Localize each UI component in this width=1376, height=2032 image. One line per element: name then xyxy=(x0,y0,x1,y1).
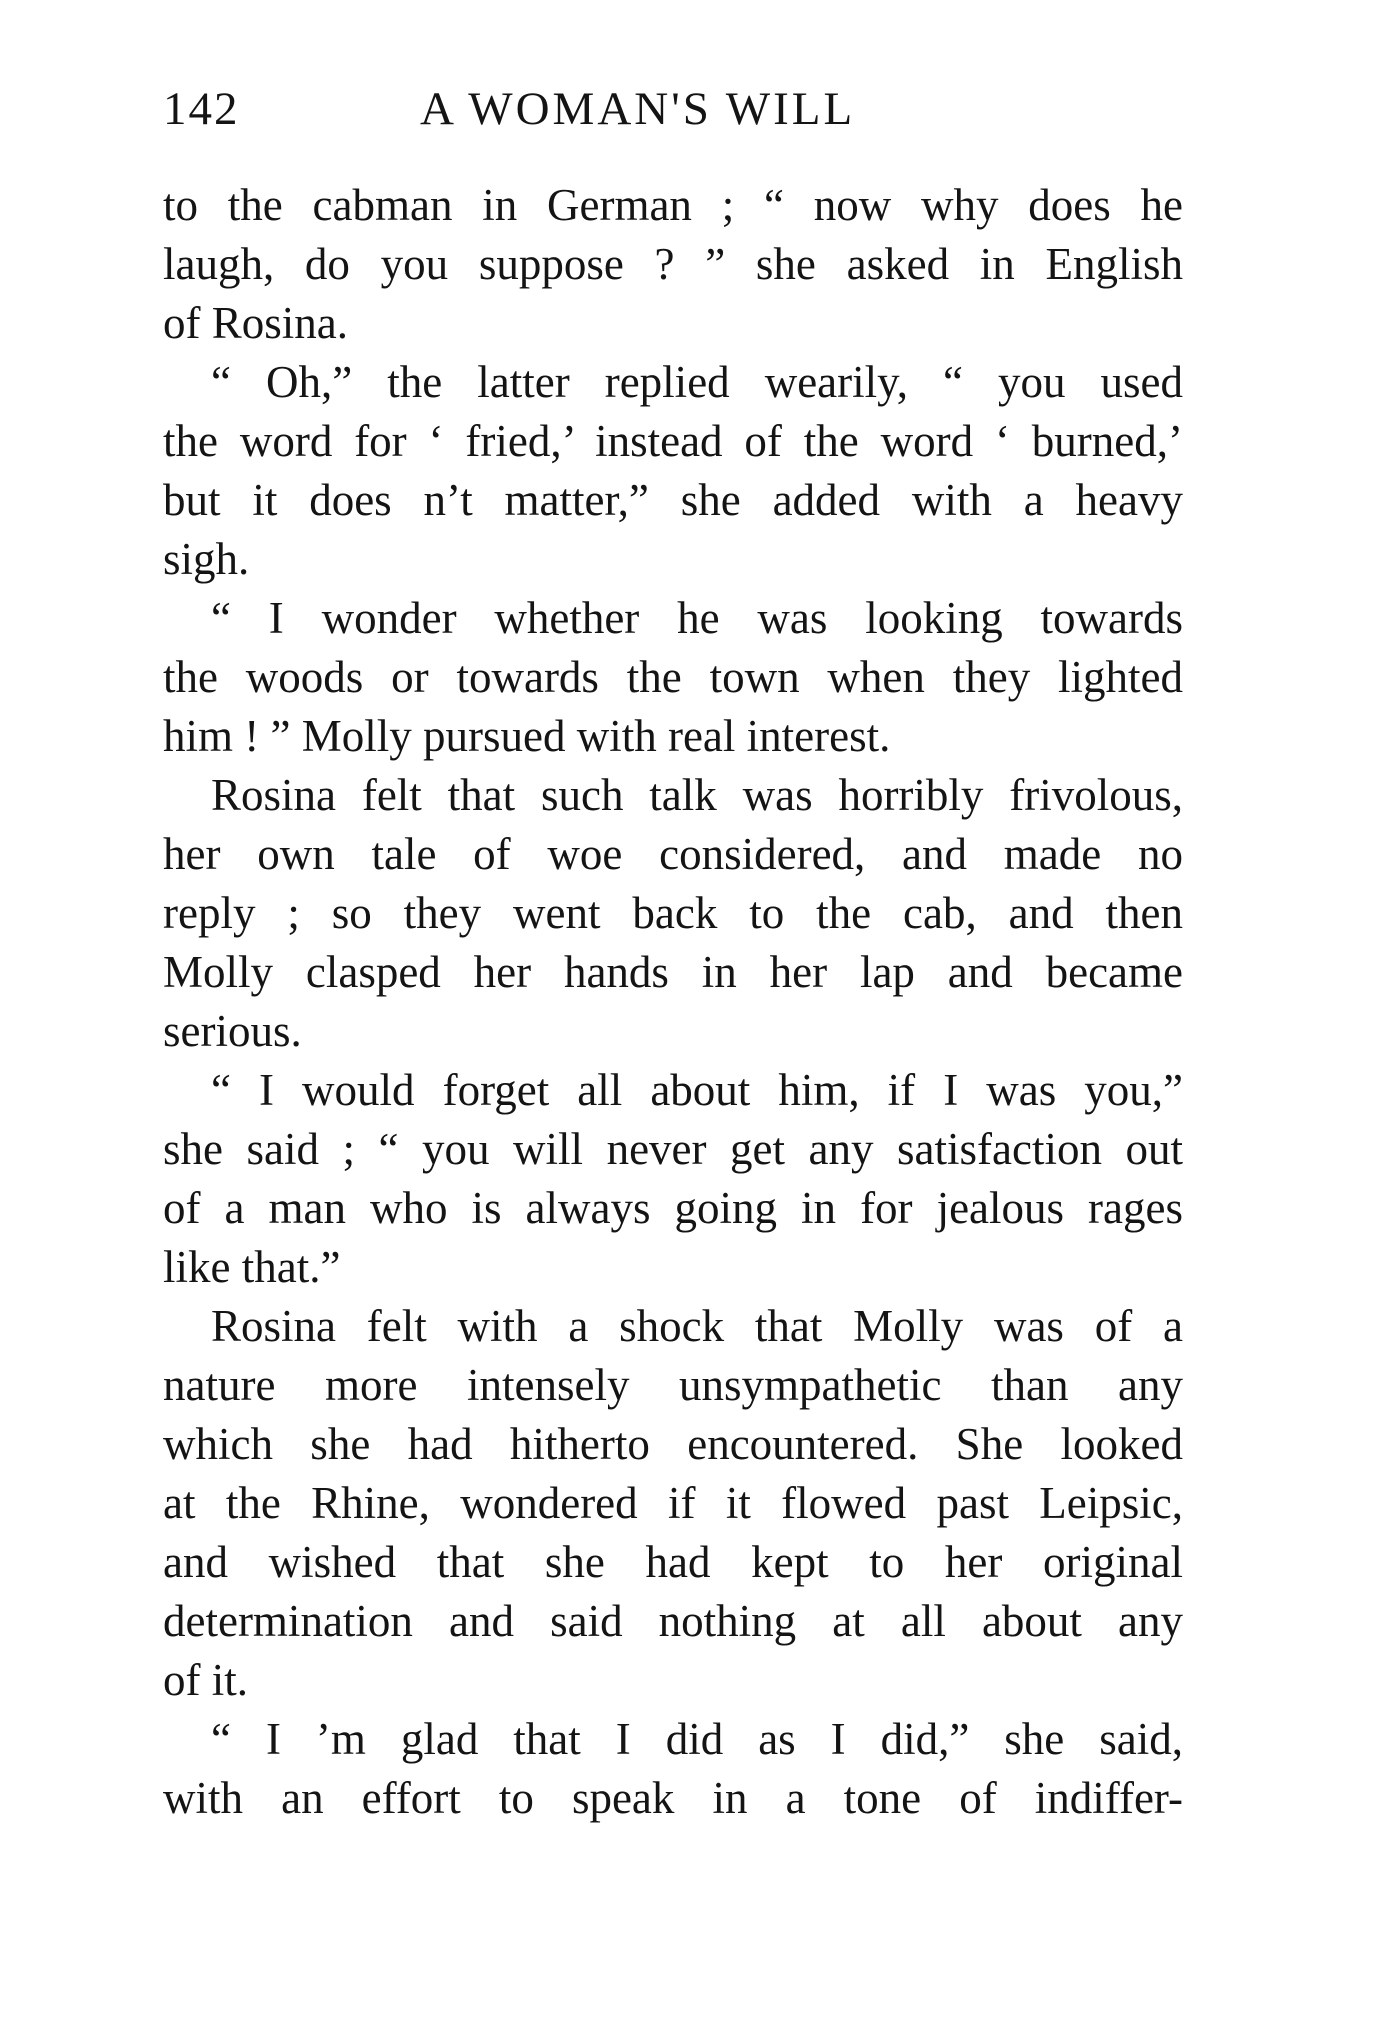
text-line: the woods or towards the town when they lighted xyxy=(163,652,1183,702)
text-line: determination and said nothing at all about any xyxy=(163,1596,1183,1646)
text-line: “ I ’m glad that I did as I did,” she said, xyxy=(211,1714,1183,1764)
text-line: “ Oh,” the latter replied wearily, “ you used xyxy=(211,357,1183,407)
text-line: of Rosina. xyxy=(163,298,348,348)
page-number: 142 xyxy=(163,83,240,135)
text-line: serious. xyxy=(163,1006,302,1056)
text-line: to the cabman in German ; “ now why does he xyxy=(163,180,1183,230)
text-line: of it. xyxy=(163,1655,248,1705)
text-line: she said ; “ you will never get any satisfaction out xyxy=(163,1124,1183,1174)
text-line: nature more intensely unsympathetic than any xyxy=(163,1360,1183,1410)
text-line: laugh, do you suppose ? ” she asked in English xyxy=(163,239,1183,289)
text-line: Rosina felt that such talk was horribly frivolous, xyxy=(211,770,1183,820)
text-line: reply ; so they went back to the cab, and then xyxy=(163,888,1183,938)
text-line: him ! ” Molly pursued with real interest. xyxy=(163,711,891,761)
text-line: Rosina felt with a shock that Molly was of a xyxy=(211,1301,1183,1351)
text-line: but it does n’t matter,” she added with a heavy xyxy=(163,475,1183,525)
body-text xyxy=(163,176,1183,1828)
running-title: A WOMAN'S WILL xyxy=(420,83,856,135)
text-line: and wished that she had kept to her original xyxy=(163,1537,1183,1587)
text-line: her own tale of woe considered, and made no xyxy=(163,829,1183,879)
text-line: which she had hitherto encountered. She looked xyxy=(163,1419,1183,1469)
text-line: sigh. xyxy=(163,534,250,584)
text-line: the word for ‘ fried,’ instead of the word ‘ burned,’ xyxy=(163,416,1183,466)
text-line: “ I wonder whether he was looking towards xyxy=(211,593,1183,643)
text-line: of a man who is always going in for jealous rages xyxy=(163,1183,1183,1233)
text-line: like that.” xyxy=(163,1242,341,1292)
text-line: “ I would forget all about him, if I was you,” xyxy=(211,1065,1183,1115)
page-header xyxy=(163,82,1183,142)
text-line: with an effort to speak in a tone of indiffer- xyxy=(163,1773,1183,1823)
text-line: at the Rhine, wondered if it flowed past Leipsic, xyxy=(163,1478,1183,1528)
text-line: Molly clasped her hands in her lap and became xyxy=(163,947,1183,997)
